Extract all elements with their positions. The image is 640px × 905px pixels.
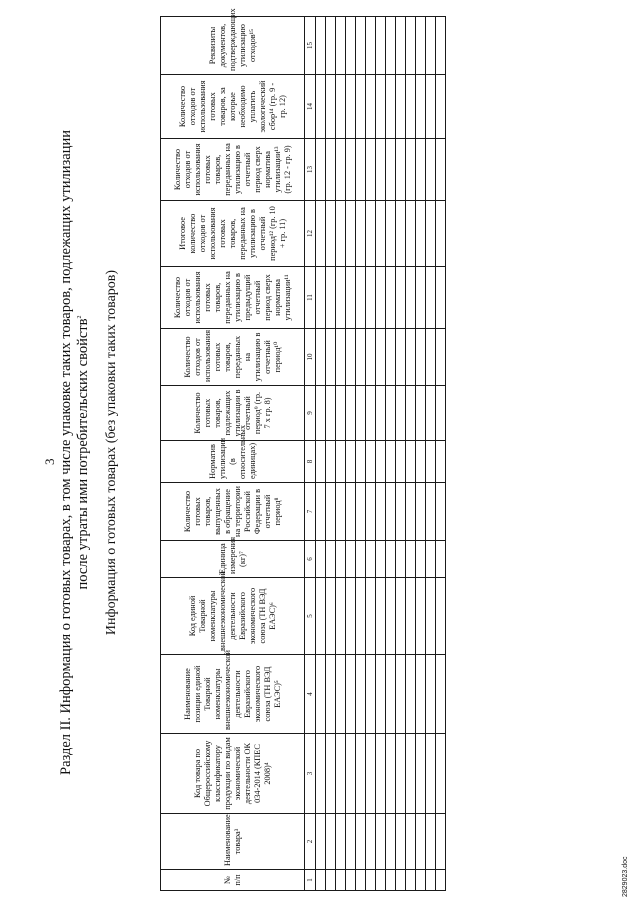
table-cell[interactable]: [346, 734, 356, 814]
table-cell[interactable]: [396, 483, 406, 541]
table-cell[interactable]: [346, 655, 356, 734]
section-title-footnote: 2: [77, 315, 84, 319]
table-cell[interactable]: [326, 578, 336, 655]
table-cell[interactable]: [436, 541, 446, 578]
column-header-label: Реквизиты документов, подтверждающих утилизацию отходов¹⁵: [207, 8, 257, 71]
table-cell[interactable]: [356, 201, 366, 267]
table-cell[interactable]: [316, 139, 326, 201]
column-header-label: № п/п: [222, 874, 242, 886]
table-cell[interactable]: [346, 267, 356, 329]
table-cell[interactable]: [356, 870, 366, 891]
table-cell[interactable]: [326, 441, 336, 483]
column-number-7: 7: [305, 483, 316, 541]
column-header-3: [161, 734, 305, 814]
table-cell[interactable]: [316, 541, 326, 578]
table-cell[interactable]: [356, 267, 366, 329]
column-header-label: Код товара по Общероссийскому классификатору продукции по видам экономической деятельности ОК 034-2014 (КПЕС 2008)⁴: [192, 737, 272, 810]
table-cell[interactable]: [346, 75, 356, 139]
column-header-9: [161, 386, 305, 441]
table-cell[interactable]: [436, 267, 446, 329]
table-cell[interactable]: [376, 75, 386, 139]
page-number: 3: [42, 458, 57, 465]
column-header-11: [161, 267, 305, 329]
table-cell[interactable]: [386, 267, 396, 329]
table-cell[interactable]: [386, 578, 396, 655]
table-cell[interactable]: [406, 329, 416, 386]
table-row: [396, 17, 406, 891]
table-cell[interactable]: [376, 814, 386, 870]
table-cell[interactable]: [406, 441, 416, 483]
section-title-line2-text: после утраты ими потребительских свойств: [75, 318, 91, 590]
table-cell[interactable]: [336, 329, 346, 386]
section-title-line1: Раздел II. Информация о готовых товарах, в том числе упаковке таких товаров, подлежащих утилизации: [58, 130, 74, 775]
table-cell[interactable]: [436, 483, 446, 541]
table-cell[interactable]: [386, 386, 396, 441]
table-cell[interactable]: [326, 734, 336, 814]
table-cell[interactable]: [386, 734, 396, 814]
table-cell[interactable]: [356, 734, 366, 814]
column-number-15: 15: [305, 17, 316, 75]
table-cell[interactable]: [436, 814, 446, 870]
table-cell[interactable]: [336, 386, 346, 441]
table-cell[interactable]: [366, 17, 376, 75]
table-cell[interactable]: [316, 870, 326, 891]
table-row: [336, 17, 346, 891]
table-cell[interactable]: [376, 201, 386, 267]
table-cell[interactable]: [316, 814, 326, 870]
table-cell[interactable]: [416, 655, 426, 734]
table-cell[interactable]: [406, 814, 416, 870]
table-cell[interactable]: [366, 267, 376, 329]
document-filename: 2829023.doc: [622, 856, 629, 897]
table-cell[interactable]: [366, 75, 376, 139]
table-cell[interactable]: [416, 483, 426, 541]
column-header-4: [161, 650, 305, 734]
table-cell[interactable]: [326, 870, 336, 891]
table-cell[interactable]: [386, 870, 396, 891]
table-cell[interactable]: [436, 386, 446, 441]
column-header-label: Итоговое количество отходов от использования готовых товаров, переданных на утилизацию в отчетный период¹² (гр. 10 + гр. 11): [177, 206, 287, 261]
table-cell[interactable]: [396, 75, 406, 139]
table-cell[interactable]: [346, 139, 356, 201]
column-header-6: [161, 536, 305, 578]
table-cell[interactable]: [436, 139, 446, 201]
table-cell[interactable]: [316, 578, 326, 655]
table-row: [366, 17, 376, 891]
table-cell[interactable]: [326, 17, 336, 75]
column-header-label: Количество отходов от использования готовых товаров, за которые необходимо уплатить экологический сбор¹⁴ (гр. 9 - гр. 12): [177, 80, 287, 133]
column-header-label: Количество отходов от использования готовых товаров, переданных на утилизацию в отчетный период¹⁰: [182, 329, 282, 382]
column-number-5: 5: [305, 578, 316, 655]
table-cell[interactable]: [326, 75, 336, 139]
table-row: [356, 17, 366, 891]
table-cell[interactable]: [426, 441, 436, 483]
table-cell[interactable]: [386, 201, 396, 267]
table-row: [416, 17, 426, 891]
table-cell[interactable]: [336, 483, 346, 541]
table-cell[interactable]: [426, 578, 436, 655]
table-cell[interactable]: [396, 329, 406, 386]
table-cell[interactable]: [416, 441, 426, 483]
table-cell[interactable]: [336, 870, 346, 891]
table-cell[interactable]: [416, 17, 426, 75]
column-header-label: Единица измерения (кг)⁷: [217, 536, 247, 574]
table-cell[interactable]: [396, 870, 406, 891]
column-header-12: [161, 201, 305, 267]
column-header-5: [161, 571, 305, 655]
table-cell[interactable]: [376, 734, 386, 814]
column-number-13: 13: [305, 139, 316, 201]
table-cell[interactable]: [416, 541, 426, 578]
table-cell[interactable]: [366, 483, 376, 541]
table-cell[interactable]: [426, 17, 436, 75]
column-number-3: 3: [305, 734, 316, 814]
table-cell[interactable]: [426, 655, 436, 734]
table-cell[interactable]: [316, 734, 326, 814]
table-cell[interactable]: [406, 655, 416, 734]
table-cell[interactable]: [346, 483, 356, 541]
column-header-7: [161, 483, 305, 541]
table-cell[interactable]: [356, 75, 366, 139]
column-number-2: 2: [305, 814, 316, 870]
column-header-label: Количество готовых товаров, выпущенных в обращение на территории Российской Федерации в отчетный период⁸: [182, 486, 282, 537]
table-cell[interactable]: [396, 655, 406, 734]
column-number-1: 1: [305, 870, 316, 891]
table-cell[interactable]: [346, 17, 356, 75]
column-header-label: Наименование позиции единой Товарной номенклатуры внешнеэкономической деятельности Евразийского экономического союза (ТН ВЭД ЕАЭС)⁵: [182, 650, 282, 730]
table-cell[interactable]: [426, 267, 436, 329]
table-cell[interactable]: [416, 75, 426, 139]
table-cell[interactable]: [326, 814, 336, 870]
table-cell[interactable]: [426, 541, 436, 578]
table-cell[interactable]: [416, 329, 426, 386]
table-cell[interactable]: [356, 386, 366, 441]
table-cell[interactable]: [316, 17, 326, 75]
table-cell[interactable]: [336, 267, 346, 329]
table-cell[interactable]: [416, 814, 426, 870]
table-cell[interactable]: [326, 386, 336, 441]
column-header-14: [161, 75, 305, 139]
table-cell[interactable]: [356, 329, 366, 386]
table-cell[interactable]: [426, 329, 436, 386]
table-cell[interactable]: [346, 870, 356, 891]
table-cell[interactable]: [346, 201, 356, 267]
table-cell[interactable]: [326, 139, 336, 201]
table-cell[interactable]: [396, 441, 406, 483]
table-body: [316, 17, 446, 891]
table-cell[interactable]: [436, 578, 446, 655]
table-row: [386, 17, 396, 891]
table-cell[interactable]: [396, 201, 406, 267]
table-cell[interactable]: [376, 655, 386, 734]
table-cell[interactable]: [366, 386, 376, 441]
table-cell[interactable]: [366, 578, 376, 655]
table-cell[interactable]: [406, 75, 416, 139]
table-cell[interactable]: [386, 329, 396, 386]
table-cell[interactable]: [326, 541, 336, 578]
table-cell[interactable]: [346, 441, 356, 483]
table-cell[interactable]: [386, 655, 396, 734]
column-header-13: [161, 139, 305, 201]
table-cell[interactable]: [316, 483, 326, 541]
table-cell[interactable]: [336, 655, 346, 734]
table-cell[interactable]: [406, 267, 416, 329]
table-cell[interactable]: [386, 17, 396, 75]
table-cell[interactable]: [436, 201, 446, 267]
column-header-label: Количество готовых товаров, подлежащих утилизации в отчетный период⁹ (гр. 7 х гр. 8): [192, 389, 272, 437]
table-cell[interactable]: [366, 201, 376, 267]
column-number-4: 4: [305, 655, 316, 734]
column-number-6: 6: [305, 541, 316, 578]
table-cell[interactable]: [406, 483, 416, 541]
table-cell[interactable]: [436, 329, 446, 386]
table-cell[interactable]: [366, 139, 376, 201]
table-cell[interactable]: [336, 441, 346, 483]
table-cell[interactable]: [396, 541, 406, 578]
table-cell[interactable]: [376, 17, 386, 75]
table-cell[interactable]: [406, 541, 416, 578]
section-title: [58, 0, 92, 905]
table-cell[interactable]: [416, 386, 426, 441]
table-cell[interactable]: [316, 386, 326, 441]
column-header-label: Норматив утилизации (в относительных единицах): [207, 425, 257, 479]
table-cell[interactable]: [416, 267, 426, 329]
column-header-label: Количество отходов от использования готовых товаров, переданных на утилизацию в отчетный период сверх норматива утилизации¹³ (гр. 12 - гр. 9): [172, 143, 292, 196]
table-cell[interactable]: [346, 386, 356, 441]
table-cell[interactable]: [396, 814, 406, 870]
table-cell[interactable]: [426, 483, 436, 541]
table-row: [426, 17, 436, 891]
table-cell[interactable]: [426, 386, 436, 441]
table-cell[interactable]: [356, 139, 366, 201]
table-cell[interactable]: [426, 814, 436, 870]
table-cell[interactable]: [416, 139, 426, 201]
table-cell[interactable]: [426, 201, 436, 267]
table-cell[interactable]: [356, 483, 366, 541]
table-cell[interactable]: [386, 75, 396, 139]
table-cell[interactable]: [336, 139, 346, 201]
table-cell[interactable]: [376, 329, 386, 386]
table-cell[interactable]: [396, 267, 406, 329]
table-cell[interactable]: [366, 870, 376, 891]
table-cell[interactable]: [336, 734, 346, 814]
table-cell[interactable]: [416, 201, 426, 267]
table-cell[interactable]: [356, 578, 366, 655]
column-header-1: [161, 870, 305, 891]
table-cell[interactable]: [396, 578, 406, 655]
column-number-11: 11: [305, 267, 316, 329]
table-cell[interactable]: [366, 541, 376, 578]
table-cell[interactable]: [316, 75, 326, 139]
table-cell[interactable]: [426, 139, 436, 201]
table-cell[interactable]: [356, 17, 366, 75]
table-cell[interactable]: [336, 578, 346, 655]
column-header-label: Наименование товара³: [222, 814, 242, 866]
table-cell[interactable]: [436, 655, 446, 734]
table-row: [326, 17, 336, 891]
table-cell[interactable]: [436, 734, 446, 814]
table-cell[interactable]: [376, 267, 386, 329]
table-cell[interactable]: [426, 734, 436, 814]
table-cell[interactable]: [436, 870, 446, 891]
table-cell[interactable]: [336, 17, 346, 75]
table-cell[interactable]: [316, 329, 326, 386]
table-cell[interactable]: [326, 267, 336, 329]
table-cell[interactable]: [386, 541, 396, 578]
table-cell[interactable]: [366, 441, 376, 483]
table-cell[interactable]: [366, 655, 376, 734]
table-cell[interactable]: [396, 386, 406, 441]
column-header-10: [161, 329, 305, 386]
table-cell[interactable]: [346, 814, 356, 870]
table-cell[interactable]: [436, 17, 446, 75]
column-number-12: 12: [305, 201, 316, 267]
table-cell[interactable]: [336, 814, 346, 870]
column-header-15: [161, 8, 305, 75]
table-cell[interactable]: [366, 734, 376, 814]
table-cell[interactable]: [436, 75, 446, 139]
table-row: [406, 17, 416, 891]
column-number-10: 10: [305, 329, 316, 386]
table-cell[interactable]: [406, 870, 416, 891]
table-cell[interactable]: [336, 201, 346, 267]
table-cell[interactable]: [406, 734, 416, 814]
table-cell[interactable]: [386, 441, 396, 483]
table-cell[interactable]: [426, 75, 436, 139]
table-cell[interactable]: [396, 734, 406, 814]
column-number-14: 14: [305, 75, 316, 139]
table-cell[interactable]: [396, 17, 406, 75]
table-cell[interactable]: [436, 441, 446, 483]
table-cell[interactable]: [316, 201, 326, 267]
table-cell[interactable]: [346, 541, 356, 578]
table-cell[interactable]: [316, 267, 326, 329]
table-cell[interactable]: [356, 814, 366, 870]
column-header-2: [161, 814, 305, 870]
table-cell[interactable]: [416, 734, 426, 814]
table-cell[interactable]: [376, 578, 386, 655]
table-cell[interactable]: [386, 814, 396, 870]
table-row: [436, 17, 446, 891]
table-cell[interactable]: [326, 329, 336, 386]
table-cell[interactable]: [366, 329, 376, 386]
table-cell[interactable]: [346, 329, 356, 386]
column-number-8: 8: [305, 441, 316, 483]
table-cell[interactable]: [336, 75, 346, 139]
table-cell[interactable]: [426, 870, 436, 891]
table-cell[interactable]: [376, 386, 386, 441]
column-header-label: Код единой Товарной номенклатуры внешнеэкономической деятельности Евразийского экономического союза (ТН ВЭД ЕАЭС)⁶: [187, 571, 277, 651]
table-cell[interactable]: [416, 578, 426, 655]
table-cell[interactable]: [406, 17, 416, 75]
table-cell[interactable]: [416, 870, 426, 891]
table-cell[interactable]: [386, 483, 396, 541]
table-cell[interactable]: [316, 655, 326, 734]
table-cell[interactable]: [366, 814, 376, 870]
table-cell[interactable]: [406, 386, 416, 441]
table-cell[interactable]: [376, 441, 386, 483]
table-row: [346, 17, 356, 891]
table-cell[interactable]: [406, 201, 416, 267]
column-number-9: 9: [305, 386, 316, 441]
table-cell[interactable]: [386, 139, 396, 201]
table-cell[interactable]: [406, 139, 416, 201]
table-cell[interactable]: [316, 441, 326, 483]
goods-table: [160, 8, 446, 891]
table-cell[interactable]: [326, 655, 336, 734]
table-cell[interactable]: [396, 139, 406, 201]
table-cell[interactable]: [376, 483, 386, 541]
table-cell[interactable]: [356, 441, 366, 483]
table-row: [376, 17, 386, 891]
table-cell[interactable]: [376, 139, 386, 201]
column-number-row: [305, 17, 316, 891]
table-cell[interactable]: [356, 541, 366, 578]
table-cell[interactable]: [376, 870, 386, 891]
column-header-8: [161, 425, 305, 483]
table-cell[interactable]: [336, 541, 346, 578]
table-cell[interactable]: [346, 578, 356, 655]
table-cell[interactable]: [406, 578, 416, 655]
table-cell[interactable]: [376, 541, 386, 578]
subtitle: Информация о готовых товарах (без упаковки таких товаров): [104, 269, 119, 636]
table-cell[interactable]: [326, 483, 336, 541]
column-header-label: Количество отходов от использования готовых товаров, переданных на утилизацию в предыдущий отчетный период сверх норматива утилизации¹¹: [172, 271, 292, 324]
section-title-line2: [75, 0, 92, 905]
table-header-row: [161, 17, 305, 891]
table-cell[interactable]: [326, 201, 336, 267]
table-row: [316, 17, 326, 891]
table-cell[interactable]: [356, 655, 366, 734]
